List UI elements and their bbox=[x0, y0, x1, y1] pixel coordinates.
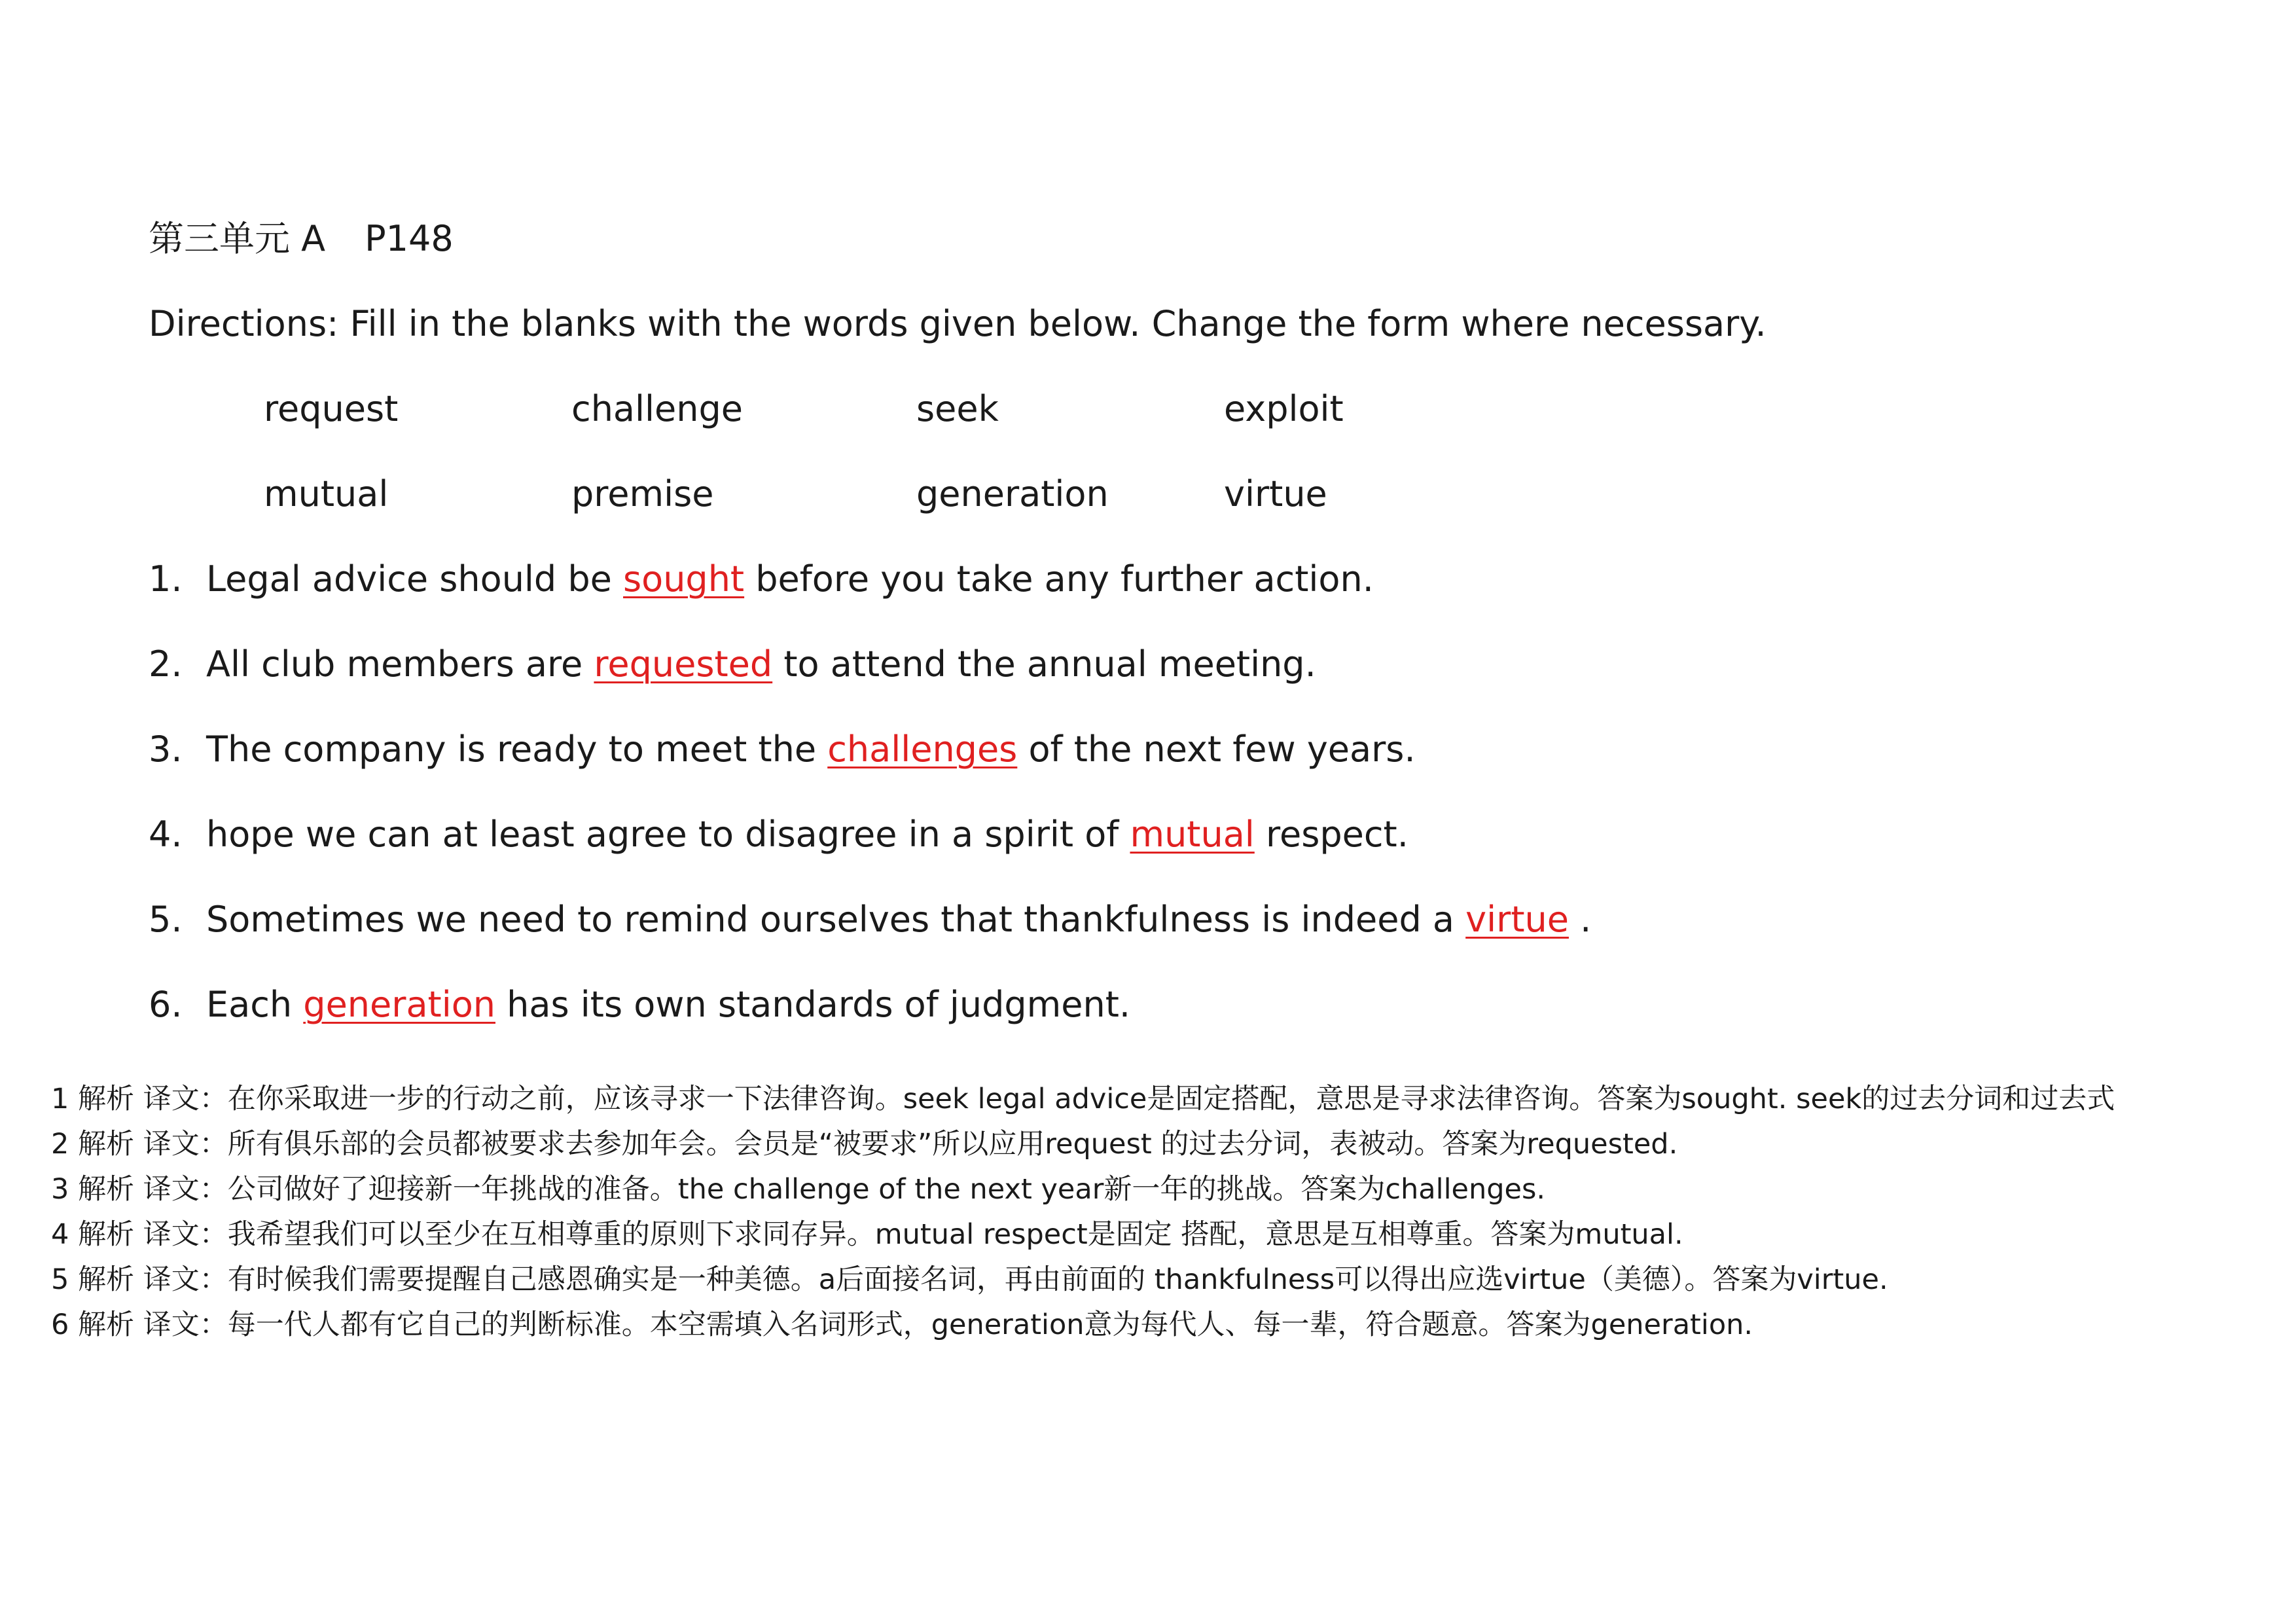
note-text: 在你采取进一步的行动之前，应该寻求一下法律咨询。seek legal advice是固定搭配，意思是寻求法律咨询。答案为sought. seek的过去分词和过去式 bbox=[227, 1083, 2115, 1115]
explanation-note bbox=[51, 1257, 2263, 1303]
note-label: 3 解析 译文： bbox=[51, 1173, 228, 1206]
note-label: 4 解析 译文： bbox=[51, 1218, 228, 1251]
note-text: 所有俱乐部的会员都被要求去参加年会。会员是“被要求”所以应用request 的过去分词，表被动。答案为requested. bbox=[227, 1128, 1678, 1161]
item-number: 5. bbox=[149, 899, 183, 940]
exercise-item bbox=[149, 975, 2178, 1034]
unit-label: 第三单元 A bbox=[149, 218, 326, 259]
answer-blank: sought bbox=[623, 558, 745, 600]
item-number: 1. bbox=[149, 558, 183, 600]
note-label: 1 解析 译文： bbox=[51, 1083, 228, 1115]
explanation-note bbox=[51, 1212, 2263, 1257]
exercise-item bbox=[149, 890, 2178, 949]
page-title bbox=[149, 209, 2178, 268]
item-number: 6. bbox=[149, 984, 183, 1025]
word-bank-word: generation bbox=[916, 473, 1109, 514]
item-sentence: hope we can at least agree to disagree in a spirit of mutual respect. bbox=[206, 814, 1408, 855]
exercise-item bbox=[149, 550, 2178, 609]
item-sentence: All club members are requested to attend the annual meeting. bbox=[206, 643, 1316, 685]
word-bank-row bbox=[264, 465, 2178, 524]
item-sentence: Legal advice should be sought before you take any further action. bbox=[206, 558, 1374, 600]
word-bank-word: virtue bbox=[1224, 473, 1327, 514]
word-bank-word: mutual bbox=[264, 473, 389, 514]
note-text: 有时候我们需要提醒自己感恩确实是一种美德。a后面接名词，再由前面的 thankfulness可以得出应选virtue（美德）。答案为virtue. bbox=[227, 1263, 1888, 1296]
note-text: 公司做好了迎接新一年挑战的准备。the challenge of the next year新一年的挑战。答案为challenges. bbox=[227, 1173, 1546, 1206]
word-bank bbox=[264, 380, 2178, 524]
exercise-section bbox=[149, 209, 2178, 1034]
word-bank-word: premise bbox=[571, 473, 714, 514]
exercise-item bbox=[149, 805, 2178, 864]
answer-blank: mutual bbox=[1130, 814, 1255, 855]
answer-blank: requested bbox=[594, 643, 773, 685]
word-bank-word: seek bbox=[916, 388, 999, 429]
note-text: 我希望我们可以至少在互相尊重的原则下求同存异。mutual respect是固定 搭配，意思是互相尊重。答案为mutual. bbox=[227, 1218, 1683, 1251]
item-sentence: Each generation has its own standards of judgment. bbox=[206, 984, 1131, 1025]
note-label: 2 解析 译文： bbox=[51, 1128, 228, 1161]
explanation-note bbox=[51, 1303, 2263, 1348]
exercise-list bbox=[149, 550, 2178, 1034]
item-number: 4. bbox=[149, 814, 183, 855]
answer-blank: virtue bbox=[1465, 899, 1569, 940]
explanation-notes bbox=[51, 1077, 2263, 1348]
word-bank-word: request bbox=[264, 388, 399, 429]
explanation-note bbox=[51, 1167, 2263, 1212]
page-number: P148 bbox=[365, 218, 454, 259]
item-number: 2. bbox=[149, 643, 183, 685]
word-bank-word: challenge bbox=[571, 388, 743, 429]
explanation-note bbox=[51, 1077, 2263, 1122]
note-text: 每一代人都有它自己的判断标准。本空需填入名词形式，generation意为每代人、每一辈，符合题意。答案为generation. bbox=[227, 1308, 1753, 1341]
item-sentence: Sometimes we need to remind ourselves that thankfulness is indeed a virtue . bbox=[206, 899, 1592, 940]
note-label: 6 解析 译文： bbox=[51, 1308, 228, 1341]
answer-blank: challenges bbox=[827, 729, 1018, 770]
word-bank-row bbox=[264, 380, 2178, 439]
answer-blank: generation bbox=[303, 984, 495, 1025]
item-number: 3. bbox=[149, 729, 183, 770]
exercise-item bbox=[149, 635, 2178, 694]
exercise-item bbox=[149, 720, 2178, 779]
directions-text: Directions: Fill in the blanks with the words given below. Change the form where necessary. bbox=[149, 303, 1767, 344]
note-label: 5 解析 译文： bbox=[51, 1263, 228, 1296]
word-bank-word: exploit bbox=[1224, 388, 1344, 429]
item-sentence: The company is ready to meet the challenges of the next few years. bbox=[206, 729, 1416, 770]
explanation-note bbox=[51, 1122, 2263, 1167]
